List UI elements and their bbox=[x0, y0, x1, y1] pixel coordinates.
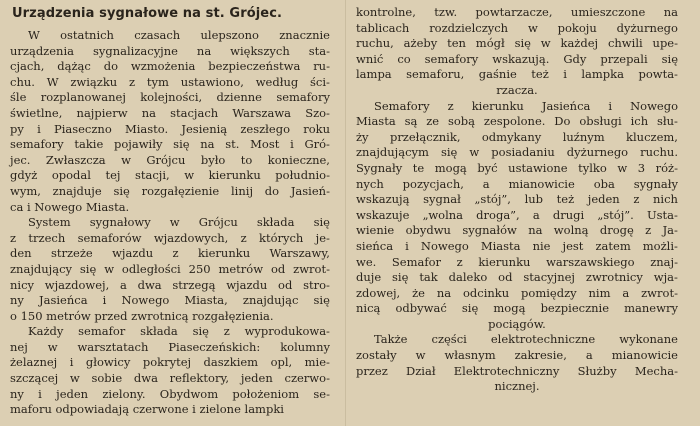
text-line: kontrolne, tzw. powtarzacze, umieszczone na bbox=[356, 5, 678, 19]
text-line: nej w warsztatach Piaseczeńskich: kolumny bbox=[10, 339, 330, 354]
text-line: tablicach rozdzielczych w pokoju dyżurnego bbox=[356, 20, 678, 35]
text-line: chu. W związku z tym ustawiono, według ści- bbox=[10, 74, 330, 89]
text-line: ży przełącznik, odmykany luźnym kluczem, bbox=[356, 129, 678, 144]
text-line: świetlne, najpierw na stacjach Warszawa Szo- bbox=[10, 105, 330, 120]
text-line: den strzeże wjazdu z kierunku Warszawy, bbox=[10, 246, 330, 261]
text-line: cjach, dążąc do wzmożenia bezpieczeństwa ru- bbox=[10, 59, 330, 74]
text-line: W ostatnich czasach ulepszono znacznie bbox=[28, 28, 330, 42]
text-line: pociągów. bbox=[488, 316, 546, 331]
text-line: znajdującym się w posiadaniu dyżurnego ruchu. bbox=[356, 145, 678, 160]
text-line: śle rozplanowanej kolejności, dzienne semafory bbox=[10, 90, 330, 105]
left-column bbox=[10, 28, 330, 418]
text-line: jec. Zwłaszcza w Grójcu było to konieczne, bbox=[10, 152, 330, 167]
column-divider bbox=[345, 0, 346, 426]
text-line: Semafory z kierunku Jasieńca i Nowego bbox=[374, 98, 678, 113]
text-line: we. Semafor z kierunku warszawskiego znaj- bbox=[356, 254, 678, 269]
text-line: wskazują sygnał „stój”, lub też jeden z nich bbox=[356, 192, 678, 207]
text-line: py i Piaseczno Miasto. Jesienią zeszłego roku bbox=[10, 121, 330, 136]
text-line: nych pozycjach, a mianowicie oba sygnały bbox=[356, 176, 678, 191]
text-line: nicznej. bbox=[494, 379, 540, 394]
text-line: z trzech semaforów wjazdowych, z których je- bbox=[10, 230, 330, 245]
text-line: wienie obydwu sygnałów na wolną drogę z Ja- bbox=[356, 223, 678, 238]
text-line: wskazuje „wolna droga”, a drugi „stój”. Usta- bbox=[356, 207, 678, 222]
text-line: sieńca i Nowego Miasta nie jest zatem możli- bbox=[356, 238, 678, 253]
text-line: Sygnały te mogą być ustawione tylko w 3 róż- bbox=[356, 160, 678, 175]
text-line: ny Jasieńca i Nowego Miasta, znajdując się bbox=[10, 293, 330, 308]
text-line: gdyż opodal tej stacji, w kierunku południo- bbox=[10, 168, 330, 183]
text-line: System sygnałowy w Grójcu składa się bbox=[28, 215, 330, 230]
text-line: nicy wjazdowej, a dwa strzegą wjazdu od stro- bbox=[10, 277, 330, 292]
text-line: Także części elektrotechniczne wykonane bbox=[374, 332, 678, 347]
text-line: przez Dział Elektrotechniczny Służby Mecha- bbox=[356, 363, 678, 378]
text-line: ca i Nowego Miasta. bbox=[10, 199, 130, 214]
text-line: Każdy semafor składa się z wyprodukowa- bbox=[28, 324, 330, 339]
text-line: o 150 metrów przed zwrotnicą rozgałęzienia. bbox=[10, 308, 274, 323]
text-line: maforu odpowiadają czerwone i zielone lampki bbox=[10, 402, 284, 417]
text-line: urządzenia sygnalizacyjne na większych sta- bbox=[10, 43, 330, 58]
text-line: zostały w własnym zakresie, a mianowicie bbox=[356, 348, 678, 363]
text-line: szczącej w sobie dwa reflektory, jeden czerwo- bbox=[10, 371, 330, 386]
text-line: zdowej, że na odcinku pomiędzy nim a zwrot- bbox=[356, 285, 678, 300]
text-line: duje się tak daleko od stacyjnej zwrotnicy wja- bbox=[356, 270, 678, 285]
text-line: semafory takie pojawiły się na st. Most i Gró- bbox=[10, 137, 330, 152]
text-line: ruchu, ażeby ten mógł się w każdej chwili upe- bbox=[356, 36, 678, 51]
text-line: wnić co semafory wskazują. Gdy przepali się bbox=[356, 51, 678, 66]
right-column bbox=[356, 5, 678, 395]
text-line: nicą odbywać się mogą bezpiecznie manewry bbox=[356, 301, 678, 316]
text-line: ny i jeden zielony. Obydwom położeniom se- bbox=[10, 386, 330, 401]
text-line: Miasta są ze sobą zespolone. Do obsługi ich słu- bbox=[356, 114, 678, 129]
text-line: żelaznej i głowicy pokrytej daszkiem opl, mie- bbox=[10, 355, 330, 370]
text-line: rzacza. bbox=[496, 82, 538, 97]
article-title: Urządzenia sygnałowe na st. Grójec. bbox=[12, 6, 283, 21]
text-line: lampa semaforu, gaśnie też i lampka powta- bbox=[356, 67, 678, 82]
text-line: znajdujący się w odległości 250 metrów od zwrot- bbox=[10, 261, 330, 276]
text-line: wym, znajduje się rozgałęzienie linij do Jasień- bbox=[10, 183, 330, 198]
